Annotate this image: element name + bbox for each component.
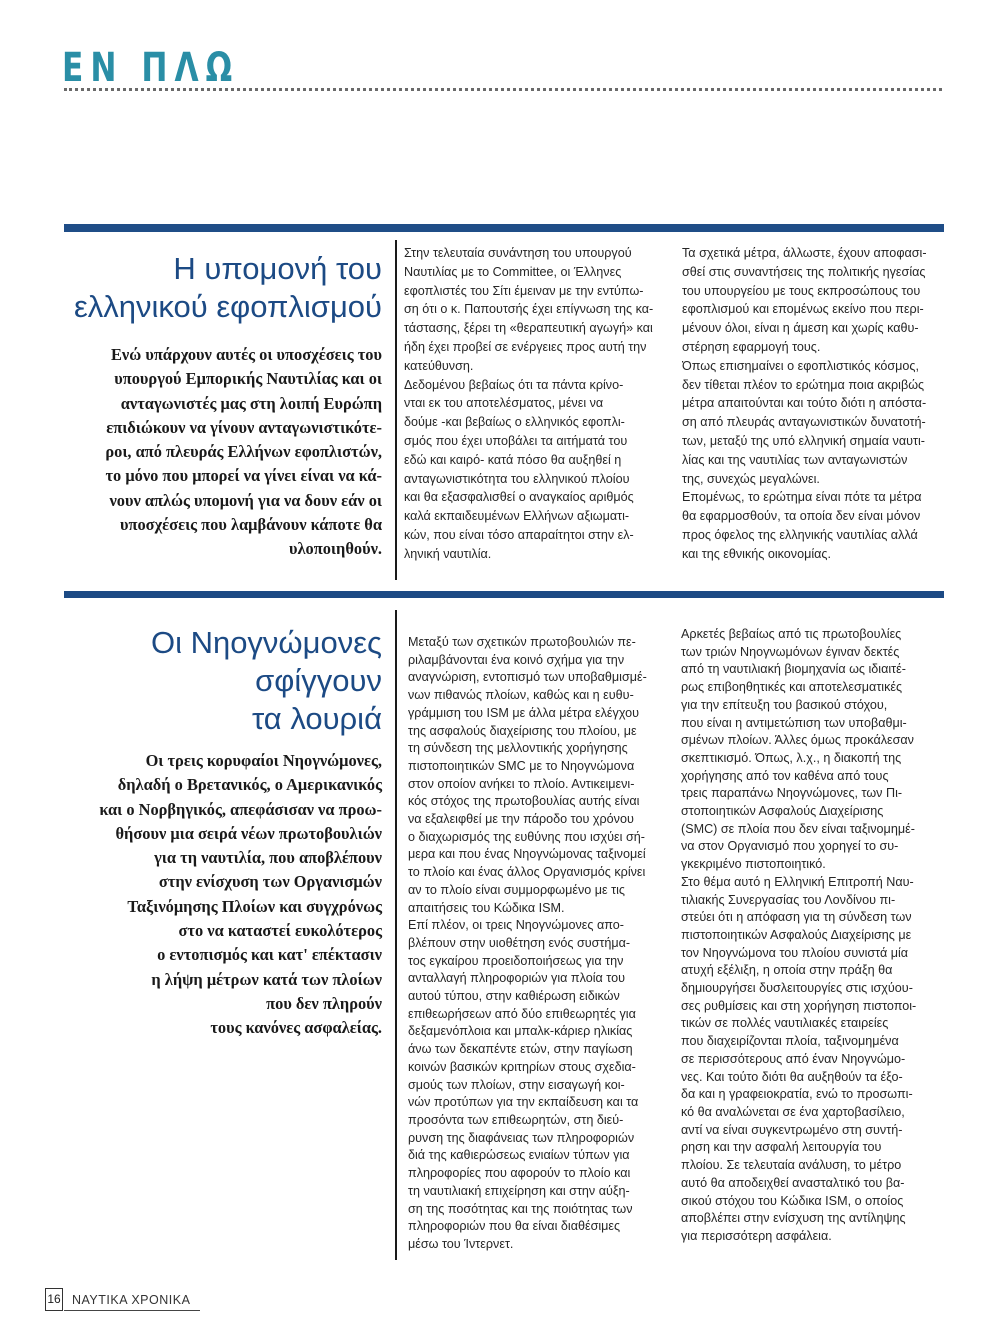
article2-headline-line: Οι Νηογνώμονες (150, 625, 382, 660)
text-line: δούμε -και βεβαίως ο ελληνικός εφοπλι- (404, 415, 625, 430)
article1-column-1 (404, 244, 662, 564)
article1-top-bar (64, 224, 944, 232)
text-line: τάστασης, ξέρει τη «θεραπευτική αγωγή» και (404, 321, 653, 336)
text-line: Στο θέμα αυτό η Ελληνική Επιτροπή Ναυ- (681, 874, 914, 889)
magazine-name: ΝΑΥΤΙΚΑ ΧΡΟΝΙΚΑ (72, 1293, 191, 1307)
text-line: Επομένως, το ερώτημα είναι πότε τα μέτρα (682, 490, 922, 505)
text-line: της, συνεχώς μεγαλώνει. (682, 471, 820, 486)
text-line: στέρηση εφαρμογή τους. (682, 339, 821, 354)
lead-line: το μόνο που μπορεί να γίνει είναι να κά- (105, 466, 382, 486)
article1-column-2 (682, 244, 944, 564)
text-line: που διαχειρίζονται πλοία, ταξινομημένα (681, 1034, 899, 1049)
lead-line: ροι, από πλευράς Ελλήνων εφοπλιστών, (105, 442, 382, 462)
text-line: κατεύθυνση. (404, 358, 474, 373)
text-line: θα εφαρμοσθούν, τα οποία δεν είναι μόνον (682, 509, 921, 524)
text-line: νες. Και τούτο διότι θα αυξηθούν τα έξο- (681, 1069, 903, 1084)
text-line: των, μεταξύ της υπό ελληνική σημαία ναυτι- (682, 433, 925, 448)
text-line: του υπουργείου με τους εκπροσώπους του (682, 283, 921, 298)
text-line: κοινών βασικών κριτηρίων στους σχεδια- (408, 1059, 636, 1074)
article1-headline-line: Η υπομονή του (173, 251, 382, 286)
article2-column-rule (395, 610, 397, 1260)
lead-line: υποσχέσεις που λαμβάνουν κάποτε θα (120, 515, 382, 535)
text-line: ατυχή εξέλιξη, η οποία στην πράξη θα (681, 963, 893, 978)
text-line: τικών σε πολλές ναυτιλιακές εταιρείες (681, 1016, 889, 1031)
text-line: σμούς των πλοίων, στην εισαγωγή κοι- (408, 1077, 625, 1092)
text-line: για περισσότερη ασφάλεια. (681, 1228, 832, 1243)
text-line: μερα και που ένας Νηογνώμονας ταξινομεί (408, 847, 646, 862)
text-line: κό θα αναλώνεται σε ένα χαρτοβασίλειο, (681, 1104, 905, 1119)
text-line: ληνική ναυτιλία. (404, 546, 492, 561)
lead-line: στην ενίσχυση των Οργανισμών (158, 872, 382, 892)
article1-headline (22, 250, 382, 326)
text-line: πληροφοριών που θα είναι διαθέσιμες (408, 1219, 621, 1234)
text-line: σθεί στις συναντήσεις της πολιτικής ηγεσίας (682, 264, 926, 279)
lead-line: ανταγωνιστές μας στη λοιπή Ευρώπη (120, 393, 382, 413)
text-line: προς όφελος της ελληνικής ναυτιλίας αλλά (682, 527, 918, 542)
lead-line: δηλαδή ο Βρετανικός, ο Αμερικανικός (117, 775, 382, 795)
text-line: κών, που είναι τόσο απαραίτητοι στην ελ- (404, 527, 634, 542)
text-line: και θα εξασφαλισθεί ο αναγκαίος αριθμός (404, 490, 634, 505)
lead-line: Ενώ υπάρχουν αυτές οι υποσχέσεις του (110, 345, 382, 364)
lead-line: για τη ναυτιλία, που αποβλέπουν (154, 848, 382, 868)
text-line: και της εθνικής οικονομίας. (682, 546, 832, 561)
text-line: Στην τελευταία συνάντηση του υπουργού (404, 246, 632, 260)
article2-headline-line: σφίγγουν (255, 663, 382, 698)
text-line: εδώ και καιρό- κατά πόσο θα αυξηθεί η (404, 452, 622, 467)
lead-line: υπουργού Εμπορικής Ναυτιλίας και οι (114, 369, 382, 389)
article2-headline-line: τα λουριά (251, 701, 382, 736)
text-line: σε περισσότερους από έναν Νηογνώμο- (681, 1051, 906, 1066)
text-line: ση ότι ο κ. Παπουτσής έχει επίγνωση της κα- (404, 302, 654, 317)
text-line: ρως επιβοηθητικές και αποτελεσματικές (681, 680, 903, 695)
text-line: ρηση και την ασφαλή λειτουργία του (681, 1140, 882, 1155)
text-line: μέσω του Ίντερνετ. (408, 1236, 514, 1251)
text-line: βλέπουν στην υιοθέτηση ενός συστήμα- (408, 935, 631, 950)
section-title: ΕΝ ΠΛΩ (62, 45, 240, 91)
text-line: μένουν όλοι, είναι η άμεση και χωρίς καθυ- (682, 321, 919, 336)
text-line: πιστοποιητικών Ασφαλούς Διαχείρισης με (681, 927, 912, 942)
article2-column-2 (681, 626, 943, 1246)
text-line: Μεταξύ των σχετικών πρωτοβουλιών πε- (408, 635, 636, 649)
text-line: τον Νηογνώμονα του πλοίου συνιστά μία (681, 945, 909, 960)
text-line: αντί να είναι συγκεντρωμένο στη συντή- (681, 1122, 903, 1137)
text-line: σες ρυθμίσεις και στη χορήγηση πιστοποι- (681, 998, 917, 1013)
text-line: ση της ποσότητας και της ποιότητας των (408, 1201, 633, 1216)
text-line: στοποιητικών Ασφαλούς Διαχείρισης (681, 804, 884, 819)
text-line: πιστοποιητικών SMC με το Νηογνώμονα (408, 758, 635, 773)
text-line: σμένων πλοίων. Άλλες όμως προκάλεσαν (681, 733, 914, 748)
text-line: για την επίτευξη του βασικού στόχου, (681, 697, 888, 712)
text-line: Ναυτιλίας με το Committee, οι Έλληνες (404, 264, 622, 279)
text-line: αν το πλοίο είναι συμμορφωμένο με τις (408, 882, 625, 897)
article2-lead (2, 749, 382, 1041)
text-line: δεξαμενόπλοια και μπαλκ-κάριερ ηλικίας (408, 1024, 633, 1039)
text-line: να στον Οργανισμό που χορηγεί το συ- (681, 839, 899, 854)
lead-line: που δεν πληρούν (266, 993, 382, 1013)
lead-line: Οι τρεις κορυφαίοι Νηογνώμονες, (145, 751, 382, 770)
text-line: των τριών Νηογνωμόνων έγιναν δεκτές (681, 644, 900, 659)
article1-column-rule (395, 240, 397, 580)
header-dotted-rule (64, 88, 942, 91)
text-line: χορήγησης από τον καθένα από τους (681, 768, 889, 783)
text-line: στεύει ότι η απόφαση για τη σύνδεση των (681, 910, 912, 925)
text-line: ρυνση της διαφάνειας των πληροφοριών (408, 1130, 635, 1145)
text-line: σικού στόχου του Κώδικα ISM, ο οποίος (681, 1193, 904, 1208)
text-line: Επί πλέον, οι τρεις Νηογνώμονες απο- (408, 918, 624, 933)
lead-line: υλοποιηθούν. (289, 539, 382, 559)
text-line: ριλαμβάνονται ένα κοινό σχήμα για την (408, 652, 625, 667)
text-line: εφοπλισμού και επομένως εκείνο που περι- (682, 302, 924, 317)
text-line: νών προτύπων για την εκπαίδευση και τα (408, 1095, 639, 1110)
text-line: τη σύνδεση της μελλοντικής χορήγησης (408, 741, 628, 756)
text-line: Αρκετές βεβαίως από τις πρωτοβουλίες (681, 627, 902, 641)
text-line: αποβλέπει στην ενίσχυση της αντίληψης (681, 1211, 906, 1226)
text-line: αναγνώριση, εντοπισμό των υποβαθμισμέ- (408, 670, 647, 685)
text-line: δα και η γραφειοκρατία, ενώ το προσωπι- (681, 1087, 913, 1102)
text-line: ση από πλευράς ανταγωνιστικών δυνατοτή- (682, 415, 926, 430)
text-line: δημιουργήσει δυσλειτουργίες στις ισχύου- (681, 981, 913, 996)
text-line: δεν τίθεται πλέον το ερώτημα ποια ακριβώς (682, 377, 925, 392)
text-line: τιλιακής Συνεργασίας του Λονδίνου πι- (681, 892, 896, 907)
text-line: ήδη έχει προβεί σε ενέργειες προς αυτή την (404, 339, 647, 354)
text-line: από τη ναυτιλιακή βιομηχανία ως ιδιαιτέ- (681, 662, 906, 677)
lead-line: επιδιώκουν να γίνουν ανταγωνιστικότε- (106, 417, 382, 437)
text-line: Τα σχετικά μέτρα, άλλωστε, έχουν αποφασι- (682, 246, 927, 260)
text-line: στον οποίον ανήκει το πλοίο. Αντικειμενι- (408, 776, 635, 791)
text-line: Όπως επισημαίνει ο εφοπλιστικός κόσμος, (682, 358, 919, 373)
text-line: πλοίου. Σε τελευταία ανάλυση, το μέτρο (681, 1158, 902, 1173)
lead-line: θήσουν μια σειρά νέων πρωτοβουλιών (115, 823, 382, 843)
text-line: (SMC) σε πλοία που δεν είναι ταξινομημέ- (681, 821, 915, 836)
text-line: ανταλλαγή πληροφοριών για πλοία του (408, 971, 625, 986)
text-line: αυτό θα αποδειχθεί ανασταλτικό του βα- (681, 1175, 905, 1190)
text-line: τη ναυτιλιακή επιχείρηση και στην αύξη- (408, 1183, 630, 1198)
text-line: τος εγκαίρου προειδοποιήσεως για την (408, 953, 624, 968)
lead-line: στο να καταστεί ευκολότερος (178, 921, 382, 941)
lead-line: νουν απλώς υπομονή για να δουν εάν οι (109, 490, 382, 510)
text-line: Δεδομένου βεβαίως ότι τα πάντα κρίνο- (404, 377, 624, 392)
text-line: ο διαχωρισμός της ευθύνης που ισχύει σή- (408, 829, 645, 844)
article1-lead (2, 343, 382, 562)
lead-line: Ταξινόμησης Πλοίων και συγχρόνως (127, 896, 382, 916)
text-line: ανταγωνιστικότητα του ελληνικού πλοίου (404, 471, 630, 486)
text-line: καλά εκπαιδευμένων Ελλήνων αξιωματι- (404, 509, 630, 524)
text-line: νται εκ του αποτελέσματος, μένει να (404, 396, 604, 411)
text-line: κός στόχος της πρωτοβουλίας αυτής είναι (408, 794, 640, 809)
text-line: αυτού τύπου, στην καθιέρωση ειδικών (408, 989, 620, 1004)
text-line: προσόντα των επιθεωρητών, στη διεύ- (408, 1112, 624, 1127)
text-line: εφοπλιστές του Σίτι έμειναν με την εντύπω- (404, 283, 644, 298)
text-line: απαιτήσεις του Κώδικα ISM. (408, 900, 565, 915)
footer-rule (64, 1310, 200, 1311)
text-line: σμός που έχει υποβάλει τα αιτήματά του (404, 433, 628, 448)
lead-line: η λήψη μέτρων κατά των πλοίων (151, 969, 382, 989)
text-line: της ασφαλούς διαχείρισης του πλοίου, με (408, 723, 637, 738)
text-line: που είναι η αντιμετώπιση των υποβαθμι- (681, 715, 907, 730)
text-line: τρεις παραπάνω Νηογνώμονες, των Πι- (681, 786, 903, 801)
text-line: επιθεωρήσεων από δύο επιθεωρητές για (408, 1006, 636, 1021)
lead-line: τους κανόνες ασφαλείας. (210, 1018, 382, 1038)
article1-headline-line: ελληνικού εφοπλισμού (73, 289, 382, 324)
text-line: το πλοίο και ένας άλλος Οργανισμός κρίνει (408, 865, 646, 880)
text-line: γκεκριμένο πιστοποιητικό. (681, 857, 826, 872)
text-line: σκεπτικισμό. Όπως, λ.χ., η διακοπή της (681, 750, 902, 765)
text-line: πληροφορίες που αφορούν το πλοίο και (408, 1166, 631, 1181)
text-line: να εξαλειφθεί με την πάροδο του χρόνου (408, 812, 634, 827)
page-number: 16 (45, 1288, 63, 1311)
text-line: νων πιθανώς πλοίων, καθώς και η ευθυ- (408, 688, 634, 703)
text-line: μέτρα απαιτούνται και τούτο διότι η απόστα- (682, 396, 927, 411)
article2-top-bar (64, 591, 944, 598)
text-line: λίας και της ναυτιλίας των ανταγωνιστών (682, 452, 908, 467)
text-line: διά της καθιερώσεως ενιαίων τύπων για (408, 1148, 630, 1163)
lead-line: και ο Νορβηγικός, απεφάσισαν να προω- (99, 799, 382, 819)
text-line: γράμμιση του ISM με άλλα μέτρα ελέγχου (408, 705, 640, 720)
lead-line: ο εντοπισμός και κατ' επέκτασιν (157, 945, 382, 965)
text-line: άνω των δεκαπέντε ετών, στην παγίωση (408, 1042, 633, 1057)
article2-column-1 (408, 634, 664, 1254)
article2-headline (22, 624, 382, 738)
